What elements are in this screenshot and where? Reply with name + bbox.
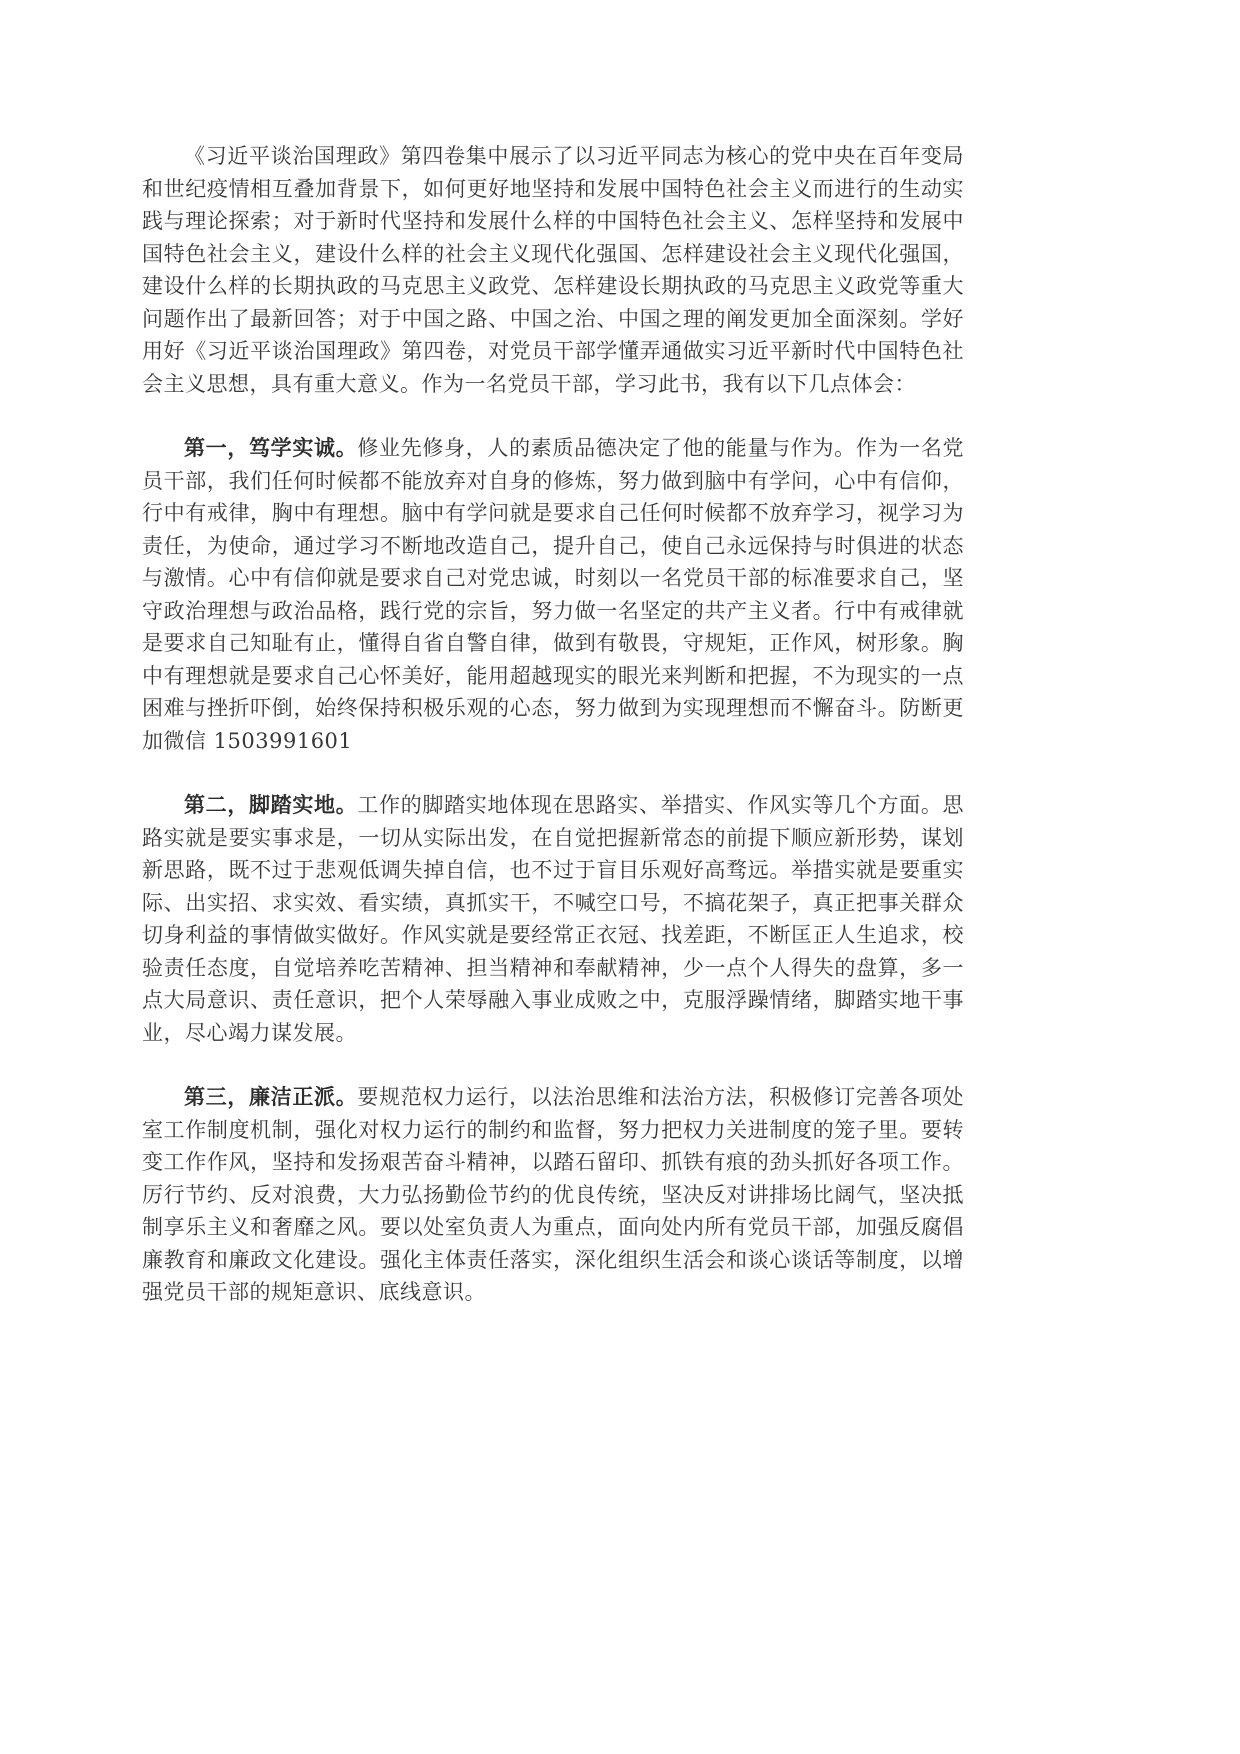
paragraph-lead: 第三，廉洁正派。 [184, 1084, 358, 1109]
paragraph-text: 要规范权力运行，以法治思维和法治方法，积极修订完善各项处室工作制度机制，强化对权力运行的制约和监督，努力把权力关进制度的笼子里。要转变工作作风，坚持和发扬艰苦奋斗精神，以踏石留印、抓铁有痕的劲头抓好各项工作。厉行节约、反对浪费，大力弘扬勤俭节约的优良传统，坚决反对讲排场比阔气，坚决抵制享乐主义和奢靡之风。要以处室负责人为重点，面向处内所有党员干部，加强反腐倡廉教育和廉政文化建设。强化主体责任落实，深化组织生活会和谈心谈话等制度，以增强党员干部的规矩意识、底线意识。 [142, 1085, 965, 1304]
paragraph-point-3 [142, 1081, 964, 1309]
paragraph-text: 修业先修身，人的素质品德决定了他的能量与作为。作为一名党员干部，我们任何时候都不能放弃对自身的修炼，努力做到脑中有学问，心中有信仰，行中有戒律，胸中有理想。脑中有学问就是要求自己任何时候都不放弃学习，视学习为责任，为使命，通过学习不断地改造自己，提升自己，使自己永远保持与时俱进的状态与激情。心中有信仰就是要求自己对党忠诚，时刻以一名党员干部的标准要求自己，坚守政治理想与政治品格，践行党的宗旨，努力做一名坚定的共产主义者。行中有戒律就是要求自己知耻有止，懂得自省自警自律，做到有敬畏，守规矩，正作风，树形象。胸中有理想就是要求自己心怀美好，能用超越现实的眼光来判断和把握，不为现实的一点困难与挫折吓倒，始终保持积极乐观的心态，努力做到为实现理想而不懈奋斗。防断更加微信 1503991601 [142, 436, 965, 753]
paragraph-point-2 [142, 789, 964, 1049]
paragraph-text: 工作的脚踏实地体现在思路实、举措实、作风实等几个方面。思路实就是要实事求是，一切从实际出发，在自觉把握新常态的前提下顺应新形势，谋划新思路，既不过于悲观低调失掉自信，也不过于盲目乐观好高骛远。举措实就是要重实际、出实招、求实效、看实绩，真抓实干，不喊空口号，不搞花架子，真正把事关群众切身利益的事情做实做好。作风实就是要经常正衣冠、找差距，不断匡正人生追求，校验责任态度，自觉培养吃苦精神、担当精神和奉献精神，少一点个人得失的盘算，多一点大局意识、责任意识，把个人荣辱融入事业成败之中，克服浮躁情绪，脚踏实地干事业，尽心竭力谋发展。 [142, 793, 965, 1045]
paragraph-lead: 第一，笃学实诚。 [184, 435, 358, 460]
paragraph-intro [142, 140, 964, 400]
paragraph-text: 《习近平谈治国理政》第四卷集中展示了以习近平同志为核心的党中央在百年变局和世纪疫情相互叠加背景下，如何更好地坚持和发展中国特色社会主义而进行的生动实践与理论探索；对于新时代坚持和发展什么样的中国特色社会主义、怎样坚持和发展中国特色社会主义，建设什么样的社会主义现代化强国、怎样建设社会主义现代化强国，建设什么样的长期执政的马克思主义政党、怎样建设长期执政的马克思主义政党等重大问题作出了最新回答；对于中国之路、中国之治、中国之理的阐发更加全面深刻。学好用好《习近平谈治国理政》第四卷，对党员干部学懂弄通做实习近平新时代中国特色社会主义思想，具有重大意义。作为一名党员干部，学习此书，我有以下几点体会： [142, 144, 964, 396]
document-body [142, 140, 964, 1309]
paragraph-point-1 [142, 432, 964, 757]
paragraph-lead: 第二，脚踏实地。 [184, 792, 358, 817]
